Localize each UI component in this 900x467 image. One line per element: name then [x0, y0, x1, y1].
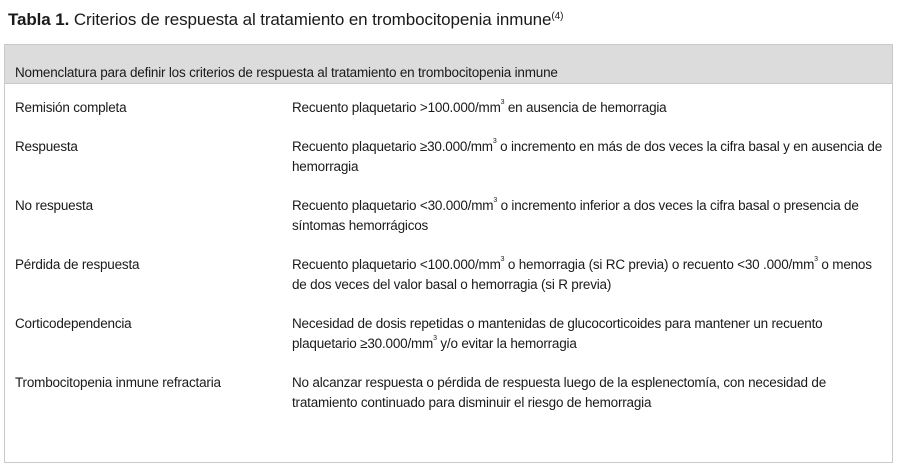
row-definition	[292, 373, 888, 413]
superscript: 3	[433, 335, 437, 342]
definition-text: Recuento plaquetario <100.000/mm	[292, 257, 501, 272]
caption-label: Tabla 1.	[8, 10, 70, 29]
definition-text: Necesidad de dosis repetidas o mantenidas de glucocorticoides para mantener un recuento plaquetario ≥30.000/mm	[292, 316, 823, 351]
row-term: Respuesta	[15, 139, 78, 154]
row-definition	[292, 137, 888, 177]
superscript: 3	[500, 99, 505, 106]
row-term: Corticodependencia	[15, 316, 132, 331]
row-term: Trombocitopenia inmune refractaria	[15, 375, 221, 390]
row-term: No respuesta	[15, 198, 93, 213]
definition-text: o hemorragia (si RC previa) o recuento <30 .000/mm	[504, 257, 815, 272]
table-caption	[8, 10, 563, 30]
row-definition	[292, 98, 888, 118]
definition-text: Recuento plaquetario <30.000/mm	[292, 198, 494, 213]
superscript: 3	[492, 138, 497, 145]
definition-text: o incremento en más de dos veces la cifra basal y en ausencia de hemorragia	[292, 139, 883, 174]
definition-text: Recuento plaquetario >100.000/mm	[292, 100, 501, 115]
table-header: Nomenclatura para definir los criterios de respuesta al tratamiento en trombocitopenia inmune	[5, 45, 892, 84]
superscript: 3	[493, 197, 498, 204]
row-definition	[292, 314, 888, 354]
definition-text: No alcanzar respuesta o pérdida de respuesta luego de la esplenectomía, con necesidad de tratamiento continuado para disminuir el riesgo de hemorragia	[292, 375, 827, 410]
definition-text: y/o evitar la hemorragia	[436, 336, 577, 351]
superscript: 3	[500, 256, 505, 263]
caption-reference: (4)	[551, 11, 564, 22]
row-definition	[292, 196, 888, 236]
definition-text: Recuento plaquetario ≥30.000/mm	[292, 139, 493, 154]
definition-text: o menos de dos veces del valor basal o hemorragia (si R previa)	[292, 257, 872, 292]
criteria-table	[4, 44, 893, 463]
caption-text: Criterios de respuesta al tratamiento en trombocitopenia inmune	[69, 10, 552, 29]
row-term: Pérdida de respuesta	[15, 257, 140, 272]
definition-text: en ausencia de hemorragia	[504, 100, 667, 115]
definition-text: o incremento inferior a dos veces la cifra basal o presencia de síntomas hemorrágicos	[292, 198, 859, 233]
superscript: 3	[814, 256, 818, 263]
row-term: Remisión completa	[15, 100, 127, 115]
row-definition	[292, 255, 888, 295]
